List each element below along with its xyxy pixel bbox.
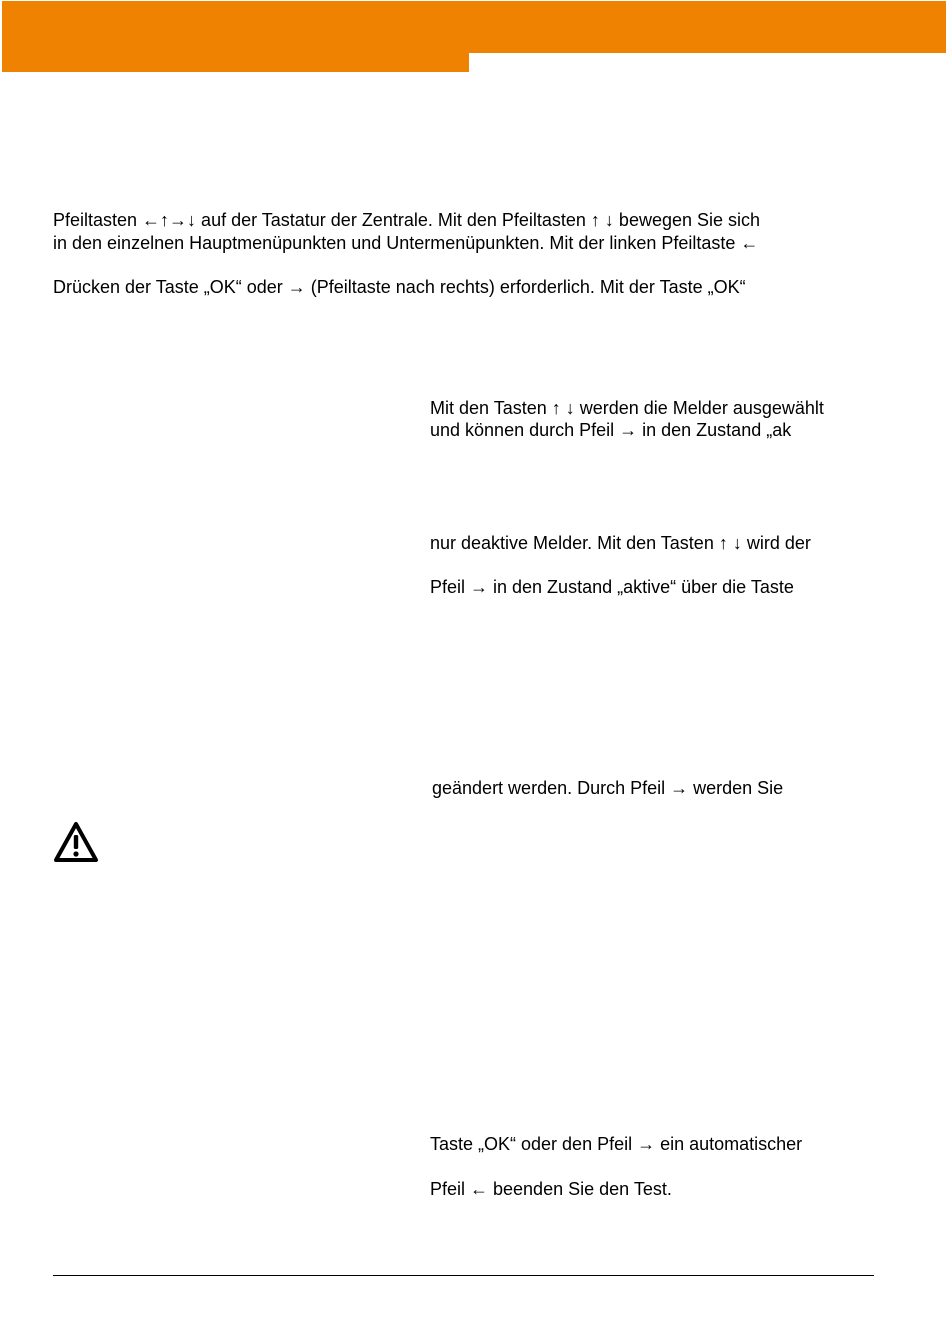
- column-paragraph-2-line-1: nur deaktive Melder. Mit den Tasten ↑ ↓ wird der: [430, 533, 811, 553]
- column-paragraph-2-line-2: Pfeil → in den Zustand „aktive“ über die Taste: [430, 577, 794, 597]
- intro-line-2: in den einzelnen Hauptmenüpunkten und Untermenüpunkten. Mit der linken Pfeiltaste ←: [53, 233, 759, 253]
- column-paragraph-4-line-1: Taste „OK“ oder den Pfeil → ein automatischer: [430, 1134, 803, 1154]
- intro-line-1: Pfeiltasten ←↑→↓ auf der Tastatur der Zentrale. Mit den Pfeiltasten ↑ ↓ bewegen Sie sich: [53, 210, 761, 230]
- intro-line-3: Drücken der Taste „OK“ oder → (Pfeiltaste nach rechts) erforderlich. Mit der Taste „OK“: [53, 277, 746, 297]
- header-tab: [2, 53, 469, 72]
- column-paragraph-3-line-1: geändert werden. Durch Pfeil → werden Sie: [432, 778, 784, 798]
- column-paragraph-1-line-2: und können durch Pfeil → in den Zustand „ak: [430, 420, 792, 440]
- column-paragraph-4-line-2: Pfeil ← beenden Sie den Test.: [430, 1179, 672, 1199]
- footer-rule: [53, 1275, 874, 1276]
- header-bar: [2, 1, 946, 53]
- warning-triangle-icon: [52, 820, 100, 864]
- column-paragraph-1-line-1: Mit den Tasten ↑ ↓ werden die Melder ausgewählt: [430, 398, 824, 418]
